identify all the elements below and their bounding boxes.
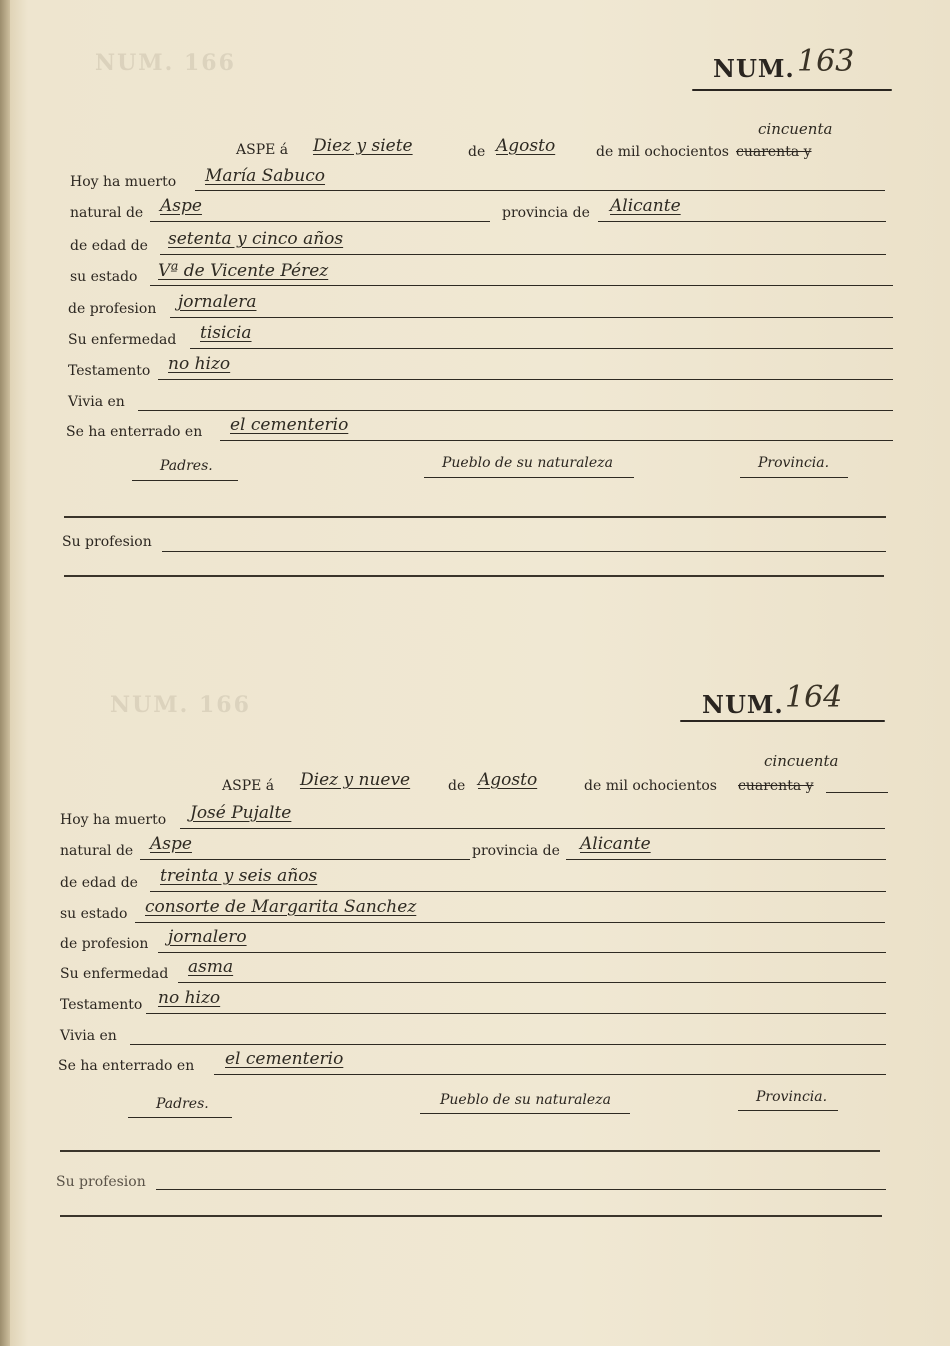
record-number-label: NUM. <box>713 54 795 83</box>
age-rule <box>150 891 886 892</box>
month-value: Agosto <box>496 136 556 156</box>
col-town: Pueblo de su naturaleza <box>442 455 613 471</box>
province-value: Alicante <box>580 834 651 854</box>
died-rule <box>195 190 885 191</box>
age-value: treinta y seis años <box>160 866 318 886</box>
profession-value: jornalera <box>178 292 257 312</box>
their-profession-rule <box>162 551 886 552</box>
will-rule <box>158 379 893 380</box>
profession-value: jornalero <box>168 927 247 947</box>
province-rule <box>598 221 886 222</box>
record-end-rule <box>60 1215 882 1217</box>
buried-label: Se ha enterrado en <box>66 424 203 440</box>
col-town-rule <box>424 477 634 478</box>
col-parents-rule <box>128 1117 232 1118</box>
year-correction: cincuenta <box>764 752 839 770</box>
col-town-rule <box>420 1113 630 1114</box>
col-province: Provincia. <box>756 1089 828 1105</box>
day-value: Diez y nueve <box>300 770 411 790</box>
day-value: Diez y siete <box>313 136 413 156</box>
illness-value: asma <box>188 957 234 977</box>
native-label: natural de <box>60 843 134 859</box>
will-label: Testamento <box>68 363 151 379</box>
profession-label: de profesion <box>60 936 149 952</box>
will-value: no hizo <box>168 354 231 374</box>
native-label: natural de <box>70 205 144 221</box>
lived-rule <box>130 1044 886 1045</box>
province-value: Alicante <box>610 196 681 216</box>
province-label: provincia de <box>472 843 560 859</box>
bleed-through-text: NUM. 166 <box>95 50 236 76</box>
their-profession-label: Su profesion <box>56 1174 146 1190</box>
died-value: María Sabuco <box>205 166 326 186</box>
age-label: de edad de <box>70 238 148 254</box>
native-rule <box>140 859 470 860</box>
age-rule <box>160 254 886 255</box>
lived-label: Vivia en <box>60 1028 117 1044</box>
year-struck-text: cuarenta y <box>738 778 814 794</box>
illness-value: tisicia <box>200 323 252 343</box>
profession-rule <box>170 317 893 318</box>
state-label: su estado <box>60 906 128 922</box>
parents-entry-rule <box>60 1150 880 1152</box>
date-de-label: de <box>448 778 466 794</box>
year-correction: cincuenta <box>758 120 833 138</box>
illness-rule <box>178 982 886 983</box>
their-profession-label: Su profesion <box>62 534 152 550</box>
profession-label: de profesion <box>68 301 157 317</box>
died-label: Hoy ha muerto <box>60 812 167 828</box>
state-rule <box>150 285 893 286</box>
record-number-underline <box>692 89 892 91</box>
illness-label: Su enfermedad <box>68 332 177 348</box>
died-rule <box>180 828 885 829</box>
state-rule <box>135 922 885 923</box>
month-value: Agosto <box>478 770 538 790</box>
native-value: Aspe <box>160 196 202 216</box>
will-rule <box>146 1013 886 1014</box>
record-number-value: 164 <box>785 680 843 715</box>
record-number-underline <box>680 720 885 722</box>
place-label: ASPE á <box>236 142 289 158</box>
buried-rule <box>220 440 893 441</box>
date-de-label: de <box>468 144 486 160</box>
illness-label: Su enfermedad <box>60 966 169 982</box>
year-struck-text: cuarenta y <box>736 144 812 160</box>
province-label: provincia de <box>502 205 590 221</box>
will-label: Testamento <box>60 997 143 1013</box>
col-town: Pueblo de su naturaleza <box>440 1092 611 1108</box>
illness-rule <box>190 348 893 349</box>
died-label: Hoy ha muerto <box>70 174 177 190</box>
col-province: Provincia. <box>758 455 830 471</box>
buried-label: Se ha enterrado en <box>58 1058 195 1074</box>
place-label: ASPE á <box>222 778 275 794</box>
profession-rule <box>158 952 886 953</box>
col-parents-rule <box>132 480 238 481</box>
year-prefix-label: de mil ochocientos <box>584 778 717 794</box>
native-rule <box>150 221 490 222</box>
lived-rule <box>138 410 893 411</box>
col-province-rule <box>738 1110 838 1111</box>
died-value: José Pujalte <box>190 803 292 823</box>
buried-rule <box>214 1074 886 1075</box>
bleed-through-text: NUM. 166 <box>110 692 251 718</box>
col-parents: Padres. <box>156 1096 209 1112</box>
book-spine-shadow <box>0 0 10 1346</box>
native-value: Aspe <box>150 834 192 854</box>
their-profession-rule <box>156 1189 886 1190</box>
state-value: Vª de Vicente Pérez <box>158 261 329 281</box>
col-parents: Padres. <box>160 458 213 474</box>
record-number-value: 163 <box>797 44 855 79</box>
will-value: no hizo <box>158 988 221 1008</box>
parents-entry-rule <box>64 516 886 518</box>
record-end-rule <box>64 575 884 577</box>
age-value: setenta y cinco años <box>168 229 344 249</box>
year-prefix-label: de mil ochocientos <box>596 144 729 160</box>
age-label: de edad de <box>60 875 138 891</box>
buried-value: el cementerio <box>230 415 349 435</box>
record-number-label: NUM. <box>702 690 784 719</box>
year-rule <box>826 792 888 793</box>
state-label: su estado <box>70 269 138 285</box>
lived-label: Vivia en <box>68 394 125 410</box>
buried-value: el cementerio <box>225 1049 344 1069</box>
province-rule <box>566 859 886 860</box>
state-value: consorte de Margarita Sanchez <box>145 897 417 917</box>
col-province-rule <box>740 477 848 478</box>
